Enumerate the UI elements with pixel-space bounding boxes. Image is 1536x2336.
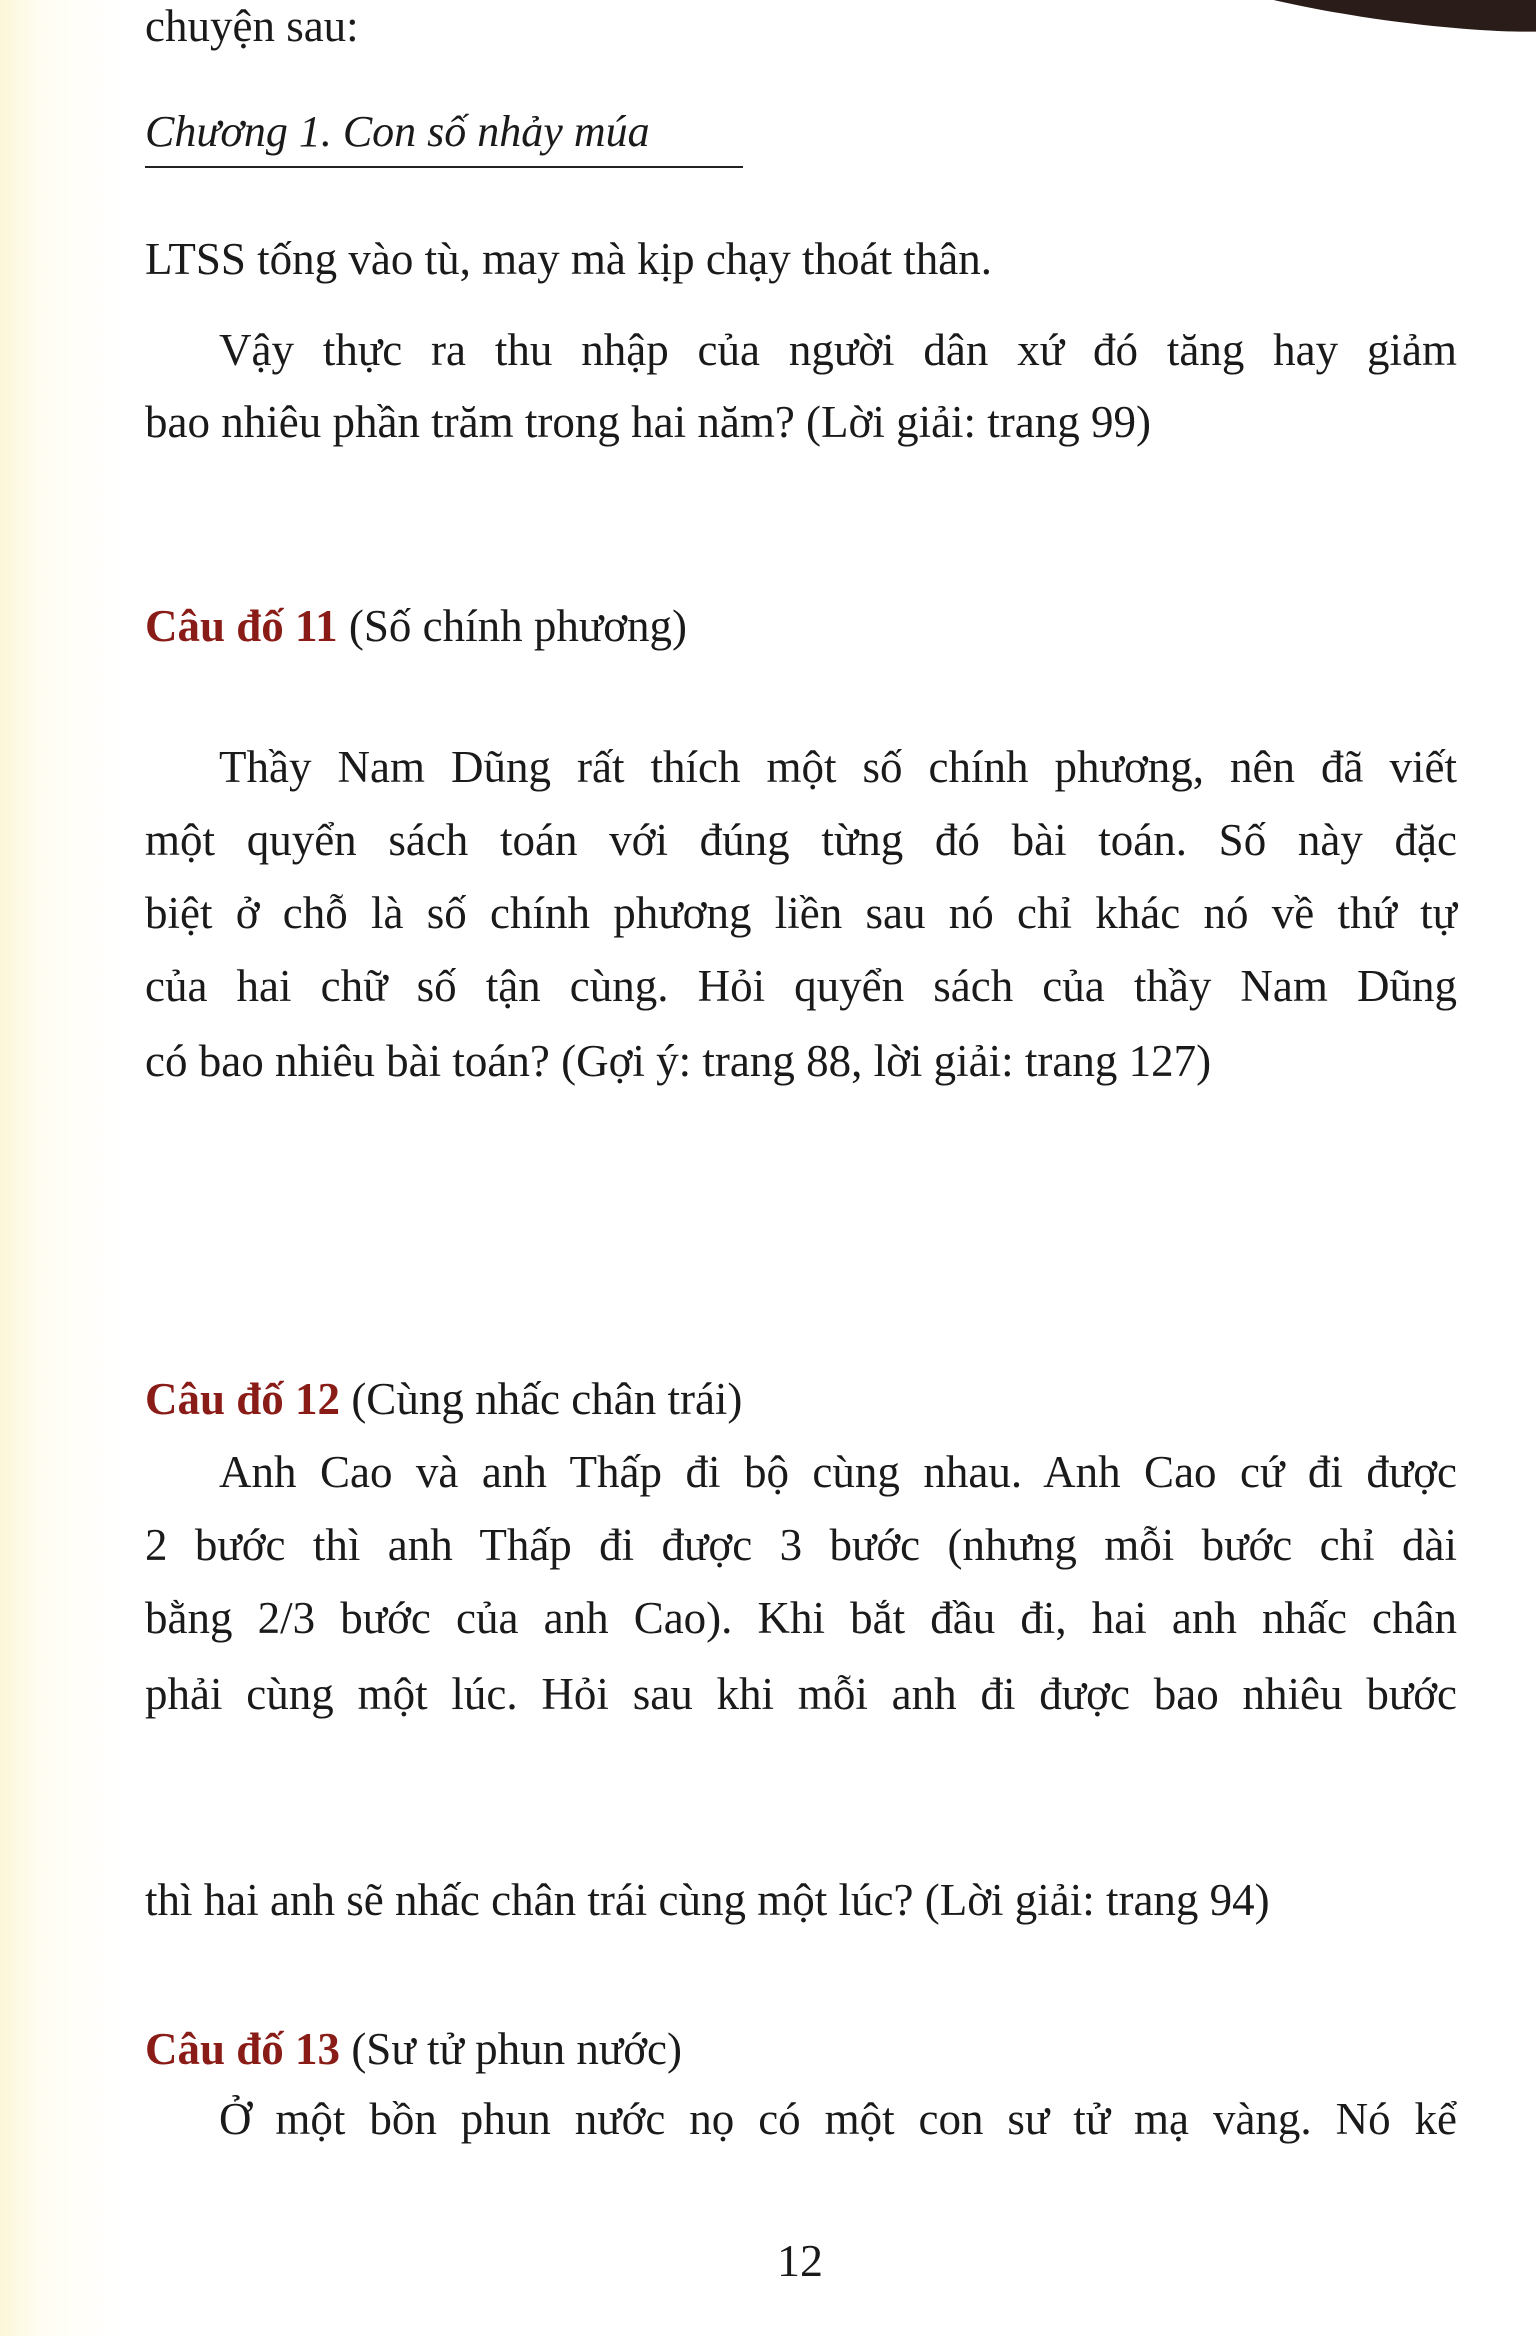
text-line: chuyện sau: bbox=[145, 1, 359, 51]
page-number: 12 bbox=[777, 2235, 823, 2286]
text-line: Vậy thực ra thu nhập của người dân xứ đó tăng hay giảm bbox=[219, 325, 1457, 375]
text-line: Ở một bồn phun nước nọ có một con sư tử mạ vàng. Nó kể bbox=[219, 2094, 1457, 2144]
puzzle-heading bbox=[145, 1373, 742, 1425]
text-line: biệt ở chỗ là số chính phương liền sau nó chỉ khác nó về thứ tự bbox=[145, 888, 1457, 938]
puzzle-number: Câu đố 13 bbox=[145, 2024, 341, 2074]
text-line: Anh Cao và anh Thấp đi bộ cùng nhau. Anh Cao cứ đi được bbox=[219, 1447, 1457, 1497]
text-line: phải cùng một lúc. Hỏi sau khi mỗi anh đi được bao nhiêu bước bbox=[145, 1669, 1457, 1719]
text-line: của hai chữ số tận cùng. Hỏi quyển sách của thầy Nam Dũng bbox=[145, 961, 1457, 1011]
puzzle-topic: (Sư tử phun nước) bbox=[351, 2024, 683, 2074]
puzzle-number: Câu đố 12 bbox=[145, 1374, 341, 1424]
puzzle-heading bbox=[145, 600, 687, 652]
text-line: LTSS tống vào tù, may mà kịp chạy thoát thân. bbox=[145, 234, 992, 284]
puzzle-heading bbox=[145, 2023, 682, 2075]
text-line: một quyển sách toán với đúng từng đó bài toán. Số này đặc bbox=[145, 815, 1457, 865]
running-head: Chương 1. Con số nhảy múa bbox=[145, 108, 743, 168]
puzzle-topic: (Cùng nhấc chân trái) bbox=[351, 1374, 743, 1424]
text-line: 2 bước thì anh Thấp đi được 3 bước (nhưng mỗi bước chỉ dài bbox=[145, 1520, 1457, 1570]
puzzle-topic: (Số chính phương) bbox=[348, 601, 687, 651]
text-line: bằng 2/3 bước của anh Cao). Khi bắt đầu đi, hai anh nhấc chân bbox=[145, 1593, 1457, 1643]
text-line: bao nhiêu phần trăm trong hai năm? (Lời giải: trang 99) bbox=[145, 397, 1151, 447]
text-line: thì hai anh sẽ nhấc chân trái cùng một lúc? (Lời giải: trang 94) bbox=[145, 1875, 1270, 1925]
text-line: có bao nhiêu bài toán? (Gợi ý: trang 88, lời giải: trang 127) bbox=[145, 1036, 1212, 1086]
puzzle-number: Câu đố 11 bbox=[145, 601, 338, 651]
text-line: Thầy Nam Dũng rất thích một số chính phương, nên đã viết bbox=[219, 742, 1457, 792]
